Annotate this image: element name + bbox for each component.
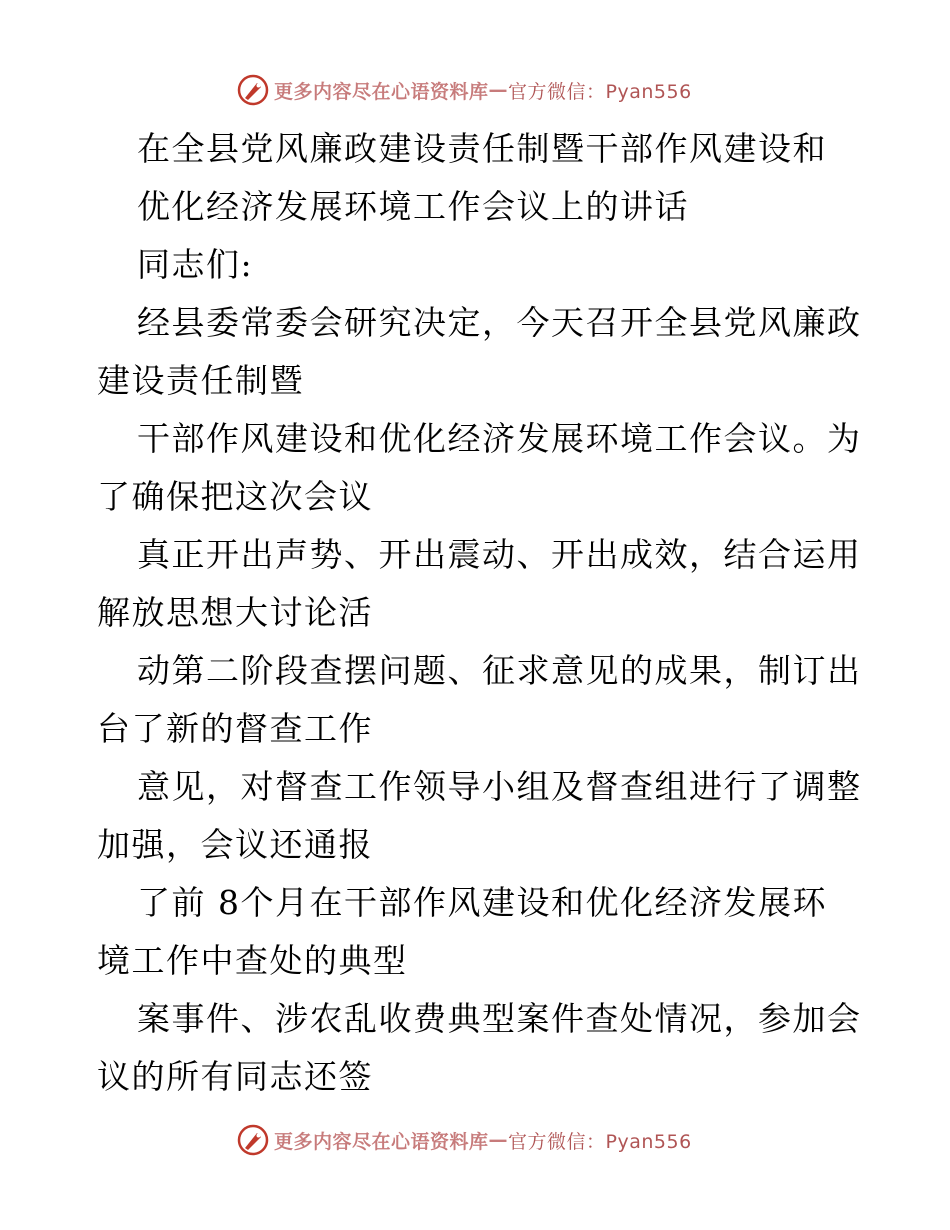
watermark-brand: 更多内容尽在心语资料库 [274,1130,489,1153]
paragraph-7-line-2: 议的所有同志还签 [97,1057,373,1096]
paragraph-3-line-1: 真正开出声势、开出震动、开出成效，结合运用 [137,535,862,574]
paragraph-3-line-2: 解放思想大讨论活 [97,593,373,632]
footer-watermark [236,1122,692,1158]
paragraph-7-line-1: 案事件、涉农乱收费典型案件查处情况，参加会 [137,999,862,1038]
paragraph-1-line-1: 经县委常委会研究决定，今天召开全县党风廉政 [137,303,862,342]
document-body [97,120,862,1106]
paragraph-5-line-2: 加强，会议还通报 [97,825,373,864]
paragraph-6-line-1: 了前 8个月在干部作风建设和优化经济发展环 [137,883,827,922]
salutation: 同志们: [137,245,254,284]
watermark-brand: 更多内容尽在心语资料库 [274,80,489,103]
paragraph-6-line-2: 境工作中查处的典型 [97,941,408,980]
watermark-separator: — [488,79,509,101]
paragraph-5-line-1: 意见，对督查工作领导小组及督查组进行了调整 [137,767,862,806]
header-watermark [236,72,692,108]
pen-nib-logo-icon [236,73,270,107]
document-title-line-1: 在全县党风廉政建设责任制暨干部作风建设和 [137,129,827,168]
pen-nib-logo-icon [236,1123,270,1157]
paragraph-4-line-2: 台了新的督查工作 [97,709,373,748]
document-title-line-2: 优化经济发展环境工作会议上的讲话 [137,187,689,226]
watermark-contact: 官方微信：Pyan556 [508,80,692,103]
watermark-contact: 官方微信：Pyan556 [508,1130,692,1153]
paragraph-4-line-1: 动第二阶段查摆问题、征求意见的成果，制订出 [137,651,862,690]
watermark-separator: — [488,1129,509,1151]
paragraph-1-line-2: 建设责任制暨 [97,361,304,400]
paragraph-2-line-1: 干部作风建设和优化经济发展环境工作会议。为 [137,419,862,458]
paragraph-2-line-2: 了确保把这次会议 [97,477,373,516]
